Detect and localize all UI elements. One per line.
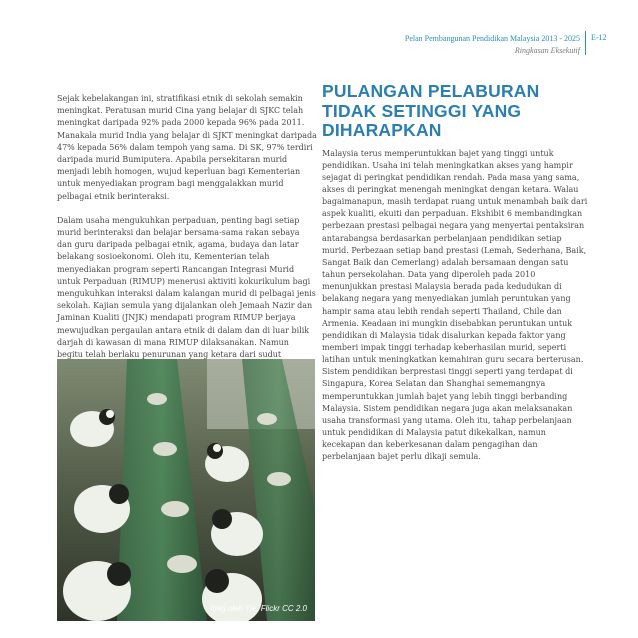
section-headline: PULANGAN PELABURAN TIDAK SETINGGI YANG DIHARAPKAN	[322, 81, 540, 140]
students-photo-image	[57, 359, 315, 621]
page-number: E-12	[591, 33, 607, 42]
students-photo	[57, 359, 315, 621]
photo-caption: Imej oleh Yie, Flickr CC 2.0	[210, 604, 307, 613]
right-column	[322, 82, 590, 464]
section-body: Malaysia terus memperuntukkan bajet yang tinggi untuk pendidikan. Usaha ini telah meningkatkan akses yang hampir sejagat di peringkat pendidikan rendah. Pada masa yang sama, akses di peringkat menengah meningkat dengan ketara. Walau bagaimanapun, masih terdapat ruang untuk menambah baik dari aspek kualiti, ekuiti dan perpaduan. Ekshibit 6 membandingkan perbezaan prestasi pelbagai negara yang menyertai pentaksiran antarabangsa berdasarkan perbelanjaan pendidikan setiap murid. Perbezaan setiap band prestasi (Lemah, Sederhana, Baik, Sangat Baik dan Cemerlang) adalah bersamaan dengan satu tahun persekolahan. Data yang diperoleh pada 2010 menunjukkan prestasi Malaysia berada pada kedudukan di belakang negara yang menyediakan jumlah peruntukan yang hampir sama atau lebih rendah seperti Thailand, Chile dan Armenia. Keadaan ini mungkin disebabkan peruntukan untuk pendidikan di Malaysia tidak disalurkan kepada faktor yang memberi impak tinggi terhadap keberhasilan murid, seperti latihan untuk meningkatkan kemahiran guru secara berterusan. Sistem pendidikan berprestasi tinggi seperti yang terdapat di Singapura, Korea Selatan dan Shanghai sememangnya memperuntukkan jumlah bajet yang lebih tinggi berbanding Malaysia. Sistem pendidikan negara juga akan melaksanakan usaha transformasi yang utama. Oleh itu, tahap perbelanjaan untuk pendidikan di Malaysia patut dikekalkan, namun kecekapan dan keberkesanan dalam pengagihan dan perbelanjaan bajet perlu dikaji semula.	[322, 148, 588, 462]
header-divider	[585, 31, 586, 55]
left-paragraph-1: Sejak kebelakangan ini, stratifikasi etnik di sekolah semakin meningkat. Peratusan murid Cina yang belajar di SJKC telah meningkat daripada 92% pada 2000 kepada 96% pada 2011. Manakala murid India yang belajar di SJKT meningkat daripada 47% kepada 56% dalam tempoh yang sama. Di SK, 97% terdiri daripada murid Bumiputera. Apabila persekitaran murid menjadi lebih homogen, wujud keperluan bagi Kementerian untuk menyediakan program bagi menggalakkan murid pelbagai etnik berinteraksi.	[57, 94, 317, 201]
running-header	[280, 33, 580, 57]
left-paragraph-2: Dalam usaha mengukuhkan perpaduan, penting bagi setiap murid berinteraksi dan belajar bersama-sama rakan sebaya dan guru daripada pelbagai etnik, agama, budaya dan latar belakang sosioekonomi. Oleh itu, Kementerian telah menyediakan program seperti Rancangan Integrasi Murid untuk Perpaduan (RIMUP) menerusi aktiviti kokurikulum bagi mengukuhkan interaksi dalam kalangan murid di pelbagai jenis sekolah. Kajian semula yang dijalankan oleh Jemaah Nazir dan Jaminan Kualiti (JNJK) mendapati program RIMUP berjaya mewujudkan pergaulan antara etnik di dalam dan di luar bilik darjah di kawasan di mana RIMUP dilaksanakan. Namun begitu telah berlaku penurunan yang ketara dari sudut	[57, 215, 316, 360]
header-title: Pelan Pembangunan Pendidikan Malaysia 2013 - 2025	[404, 34, 580, 43]
header-subtitle: Ringkasan Eksekutif	[514, 46, 580, 55]
left-column	[57, 93, 317, 398]
